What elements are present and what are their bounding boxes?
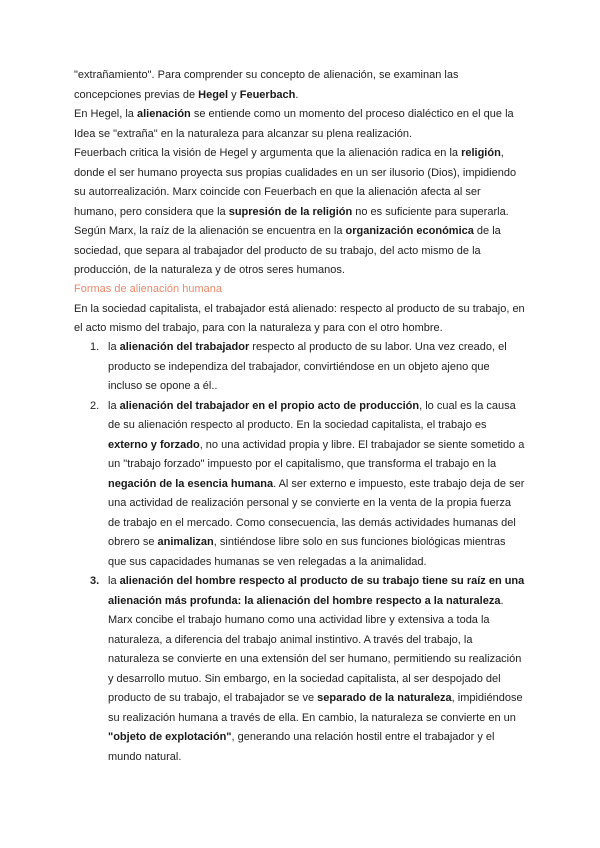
text-run: En Hegel, la: [74, 108, 137, 120]
list-number: 2.: [90, 399, 100, 412]
text-run: . Al ser externo e impuesto, este trabajo deja de ser una actividad de realización personal y se convierte en la venta de la propia fuerza de trabajo en el mercado. Como consecuencia, las demás actividades humanas del obrero se: [108, 477, 525, 548]
list-item-text: [108, 400, 524, 568]
text-run: , no una actividad propia y libre. El trabajador se siente sometido a un "trabajo forzado" impuesto por el capitalismo, que transforma el trabajo en la: [108, 438, 525, 470]
bold-run: alienación del hombre respecto al producto de su trabajo tiene su raíz en una alienación más profunda: la alienación del hombre respecto a la naturaleza: [108, 575, 525, 607]
list-number: 3.: [90, 575, 100, 587]
text-run: respecto al producto de su labor. Una vez creado, el producto se independiza del trabajador, convirtiéndose en un objeto ajeno que incluso se opone a él..: [108, 341, 507, 392]
text-run: la: [108, 341, 120, 353]
text-run: , generando una relación hostil entre el trabajador y el mundo natural.: [108, 731, 495, 763]
bold-run: alienación del trabajador en el propio acto de producción: [119, 399, 420, 412]
bold-run: organización económica: [345, 225, 474, 237]
text-run: , sintiéndose libre solo en sus funciones biológicas mientras que sus capacidades humanas se ven relegadas a la animalidad.: [108, 536, 506, 568]
text-run: Según Marx, la raíz de la alienación se encuentra en la: [74, 225, 346, 237]
bold-run: Hegel: [198, 88, 229, 101]
list-number: 1.: [90, 341, 100, 353]
text-run: y: [228, 88, 240, 101]
section-heading: Formas de alienación humana: [74, 283, 222, 295]
bold-run: separado de la naturaleza: [317, 692, 452, 704]
text-run: se entiende como un momento del proceso dialéctico en el que la Idea se "extraña" en la naturaleza para alcanzar su plena realización.: [74, 108, 514, 140]
bold-run: alienación: [136, 108, 191, 120]
list-item: [74, 338, 526, 397]
top-paragraphs: [74, 66, 526, 281]
text-run: , impidiéndose su realización humana a través de ella. En cambio, la naturaleza se convierte en un: [108, 692, 523, 724]
paragraph-marx: [74, 222, 526, 281]
bold-run: externo y forzado: [108, 438, 200, 451]
text-run: , lo cual es la causa de su alienación respecto al producto. En la sociedad capitalista, el trabajo es: [108, 399, 516, 431]
section-intro: En la sociedad capitalista, el trabajador está alienado: respecto al producto de su trabajo, en el acto mismo del trabajo, para con la naturaleza y para con el otro hombre.: [74, 302, 525, 334]
list-item: [74, 572, 526, 767]
text-run: no es suficiente para superarla.: [352, 205, 509, 218]
bold-run: "objeto de explotación": [108, 731, 232, 743]
bold-run: negación de la esencia humana: [108, 477, 274, 490]
text-run: la: [108, 575, 120, 587]
list-item-text: [108, 575, 524, 763]
text-run: Feuerbach critica la visión de Hegel y argumenta que la alienación radica en la: [74, 147, 462, 159]
text-run: de la sociedad, que separa al trabajador del producto de su trabajo, del acto mismo de la producción, de la naturaleza y de otros seres humanos.: [74, 225, 501, 276]
section-formas: [74, 280, 526, 339]
text-run: "extrañamiento". Para comprender su concepto de alienación, se examinan las concepciones previas de: [74, 69, 459, 101]
bold-run: religión: [461, 147, 501, 159]
paragraph-hegel: [74, 105, 526, 144]
bold-run: alienación del trabajador: [119, 341, 250, 353]
list-item-text: [108, 341, 507, 392]
text-run: . Marx concibe el trabajo humano como una actividad libre y extensiva a toda la naturaleza, a diferencia del trabajo animal instintivo. A través del trabajo, la naturaleza se convierte en una extensión del ser humano, permitiendo su realización y desarrollo mutuo. Sin embargo, en la sociedad capitalista, al ser despojado del producto de su trabajo, el trabajador se ve: [108, 594, 522, 704]
text-run: , donde el ser humano proyecta sus propias cualidades en un ser ilusorio (Dios), impidiendo su autorrealización. Marx coincide con Feuerbach en que la alienación afecta al ser humano, pero considera que la: [74, 147, 517, 218]
bold-run: Feuerbach: [239, 88, 296, 101]
list-item: [74, 397, 526, 573]
text-run: .: [295, 88, 299, 101]
bold-run: animalizan: [157, 536, 214, 548]
paragraph-intro-extranamiento: [74, 66, 526, 105]
alienation-list: [74, 338, 526, 767]
text-run: la: [108, 399, 120, 412]
paragraph-feuerbach: [74, 144, 526, 222]
bold-run: supresión de la religión: [228, 205, 353, 218]
